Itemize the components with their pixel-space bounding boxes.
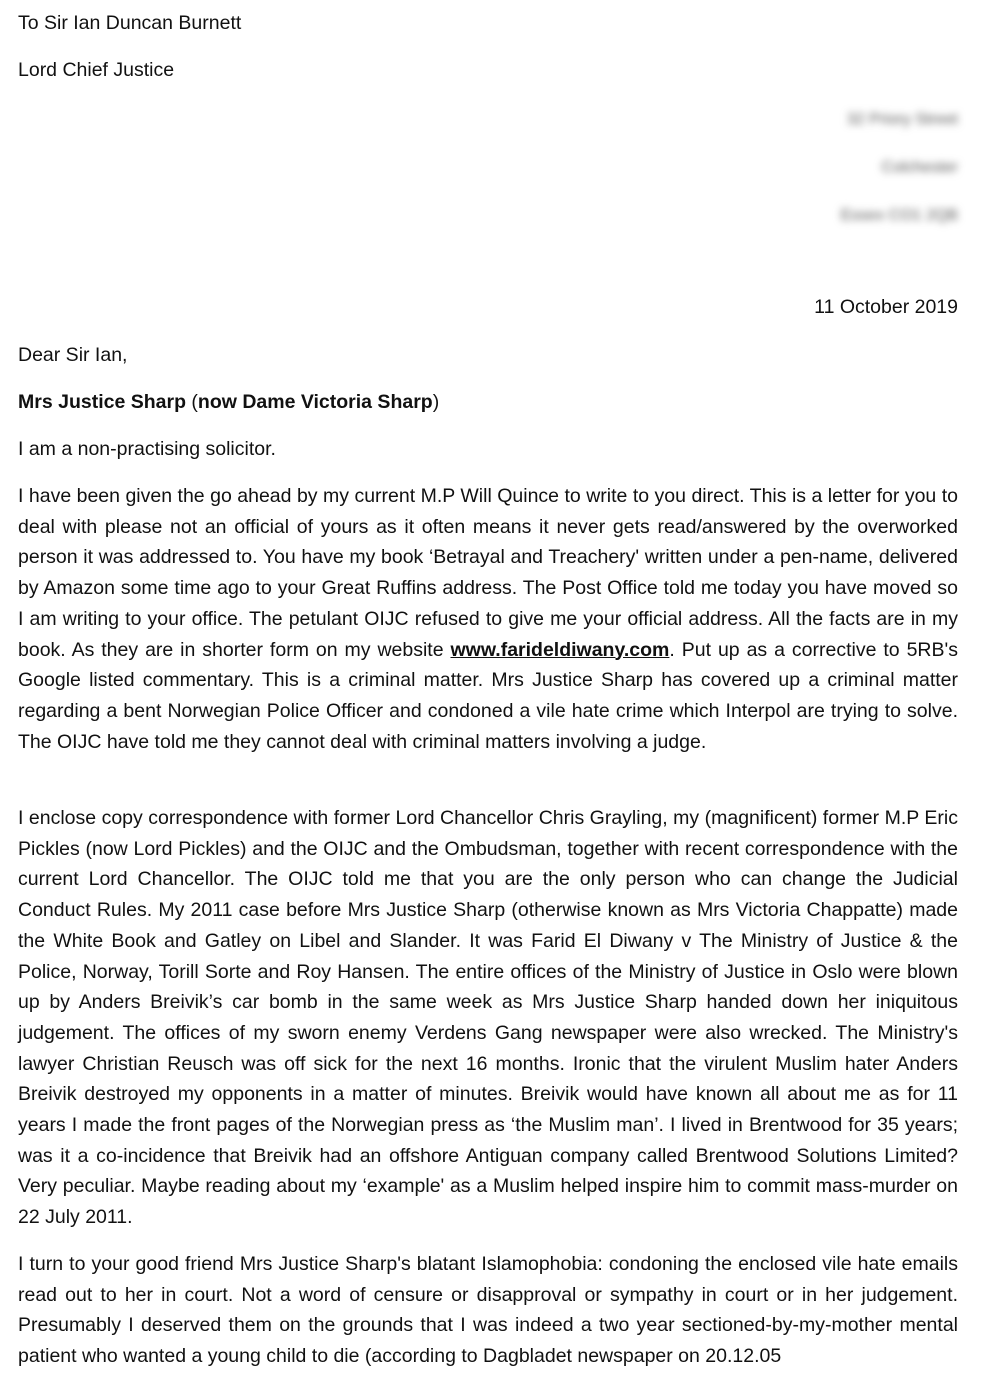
sender-address-line2: Colchester (881, 159, 958, 176)
sender-address (658, 103, 958, 247)
paragraph1-text-before-link: I have been given the go ahead by my current M.P Will Quince to write to you direct. This is a letter for you to deal with please not an official of yours as it often means it never gets read/answered by the overworked person it was addressed to. You have my book ‘Betrayal and Treachery' written under a pen-name, delivered by Amazon some time ago to your Great Ruffins address. The Post Office told me today you have moved so I am writing to your office. The petulant OIJC refused to give me your official address. All the facts are in my book. As they are in shorter form on my website (18, 485, 958, 661)
subject-close-paren: ) (432, 391, 440, 413)
sender-address-line1: 32 Priory Street (846, 111, 958, 128)
subject-open-paren: ( (185, 391, 198, 413)
subject-line (18, 387, 439, 418)
sender-address-line3: Essex CO1 2QB (840, 207, 958, 224)
website-link[interactable]: www.farideldiwany.com (450, 638, 670, 661)
intro-line: I am a non-practising solicitor. (18, 438, 276, 460)
salutation: Dear Sir Ian, (18, 344, 128, 366)
subject-part1: Mrs Justice Sharp (18, 391, 186, 413)
letter-date: 11 October 2019 (814, 296, 958, 318)
subject-part2: now Dame Victoria Sharp (197, 391, 433, 413)
body-paragraph-1 (18, 481, 958, 757)
body-paragraph-3: I turn to your good friend Mrs Justice Sharp's blatant Islamophobia: condoning the enclosed vile hate emails read out to her in court. Not a word of censure or disapproval or sympathy in court or in her judgement. Presumably I deserved them on the grounds that I was indeed a two year sectioned-by-my-mother mental patient who wanted a young child to die (according to Dagbladet newspaper on 20.12.05 (18, 1253, 958, 1368)
recipient-name: To Sir Ian Duncan Burnett (18, 12, 242, 34)
recipient-title: Lord Chief Justice (18, 59, 175, 81)
body-paragraph-2: I enclose copy correspondence with former Lord Chancellor Chris Grayling, my (magnificent) former M.P Eric Pickles (now Lord Pickles) and the OIJC and the Ombudsman, together with recent correspondence with the current Lord Chancellor. The OIJC told me that you are the only person who can change the Judicial Conduct Rules. My 2011 case before Mrs Justice Sharp (otherwise known as Mrs Victoria Chappatte) made the White Book and Gatley on Libel and Slander. It was Farid El Diwany v The Ministry of Justice & the Police, Norway, Torill Sorte and Roy Hansen. The entire offices of the Ministry of Justice in Oslo were blown up by Anders Breivik’s car bomb in the same week as Mrs Justice Sharp handed down her iniquitous judgement. The offices of my sworn enemy Verdens Gang newspaper were also wrecked. The Ministry's lawyer Christian Reusch was off sick for the next 16 months. Ironic that the virulent Muslim hater Anders Breivik destroyed my opponents in a matter of minutes. Breivik would have known all about me as for 11 years I made the front pages of the Norwegian press as ‘the Muslim man’. I lived in Brentwood for 35 years; was it a co-incidence that Breivik had an offshore Antiguan company called Brentwood Solutions Limited? Very peculiar. Maybe reading about my ‘example' as a Muslim helped inspire him to commit mass-murder on 22 July 2011. (18, 807, 958, 1229)
paragraph1-text-after-link: . Put up as a corrective to 5RB's Google listed commentary. This is a criminal matter. Mrs Justice Sharp has covered up a criminal matter regarding a bent Norwegian Police Officer and condoned a vile hate crime which Interpol are trying to solve. The OIJC have told me they cannot deal with criminal matters involving a judge. (18, 638, 958, 753)
